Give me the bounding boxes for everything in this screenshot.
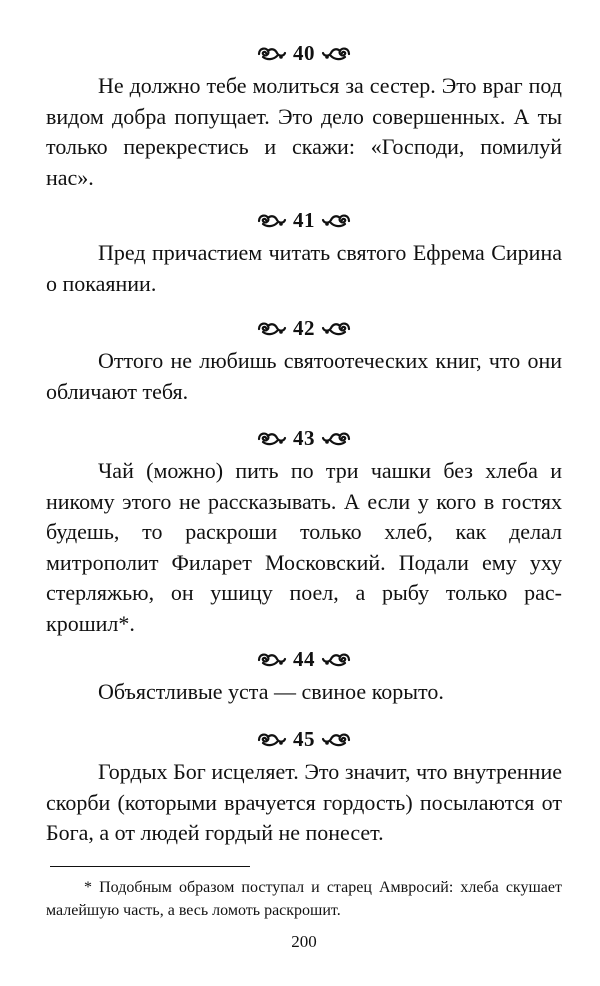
footnote-divider [50,866,250,867]
fleuron-right-icon [321,212,351,228]
section-number: 42 [293,316,315,340]
section-text: Чай (можно) пить по три чашки без хлеба и никому этого не рассказывать. А если у кого в гостях будешь, то раскроши только хлеб, как делал митрополит Филарет Московский. Подали ему уху стерляжью, он ушицу поел, а рыбу только раскрошил*. [46,458,562,636]
fleuron-right-icon [321,45,351,61]
section-heading [46,724,562,754]
footnote: * Подобным образом поступал и старец Амвросий: хлеба скушает малейшую часть, а весь ломоть раскрошит. [46,879,562,919]
section-45 [46,724,562,849]
section-text: Объястливые уста — свиное корыто. [98,679,444,704]
fleuron-left-icon [257,430,287,446]
fleuron-left-icon [257,212,287,228]
section-44 [46,644,562,708]
fleuron-right-icon [321,430,351,446]
fleuron-right-icon [321,651,351,667]
section-heading [46,38,562,68]
section-42 [46,313,562,407]
fleuron-right-icon [321,320,351,336]
section-number: 40 [293,41,315,65]
fleuron-right-icon [321,731,351,747]
section-text: Пред причастием читать святого Ефрема Сирина о покаянии. [46,240,562,296]
fleuron-left-icon [257,651,287,667]
section-text: Оттого не любишь святоотеческих книг, что они обличают тебя. [46,348,562,404]
section-41 [46,205,562,299]
section-40 [46,38,562,193]
section-number: 41 [293,208,315,232]
section-heading [46,644,562,674]
section-text: Не должно тебе молиться за сестер. Это враг под видом добра попущает. Это дело совершенных. А ты только перекрестись и скажи: «Господи, помилуй нас». [46,73,562,190]
book-page [46,0,562,986]
section-43 [46,423,562,640]
section-number: 43 [293,426,315,450]
fleuron-left-icon [257,45,287,61]
fleuron-left-icon [257,320,287,336]
section-text: Гордых Бог исцеляет. Это значит, что внутренние скорби (которыми врачуется гордость) посылаются от Бога, а от людей гордый не понесет. [46,759,562,846]
fleuron-left-icon [257,731,287,747]
section-heading [46,423,562,453]
section-number: 44 [293,647,315,671]
section-heading [46,205,562,235]
section-number: 45 [293,727,315,751]
section-heading [46,313,562,343]
page-number: 200 [291,932,317,951]
